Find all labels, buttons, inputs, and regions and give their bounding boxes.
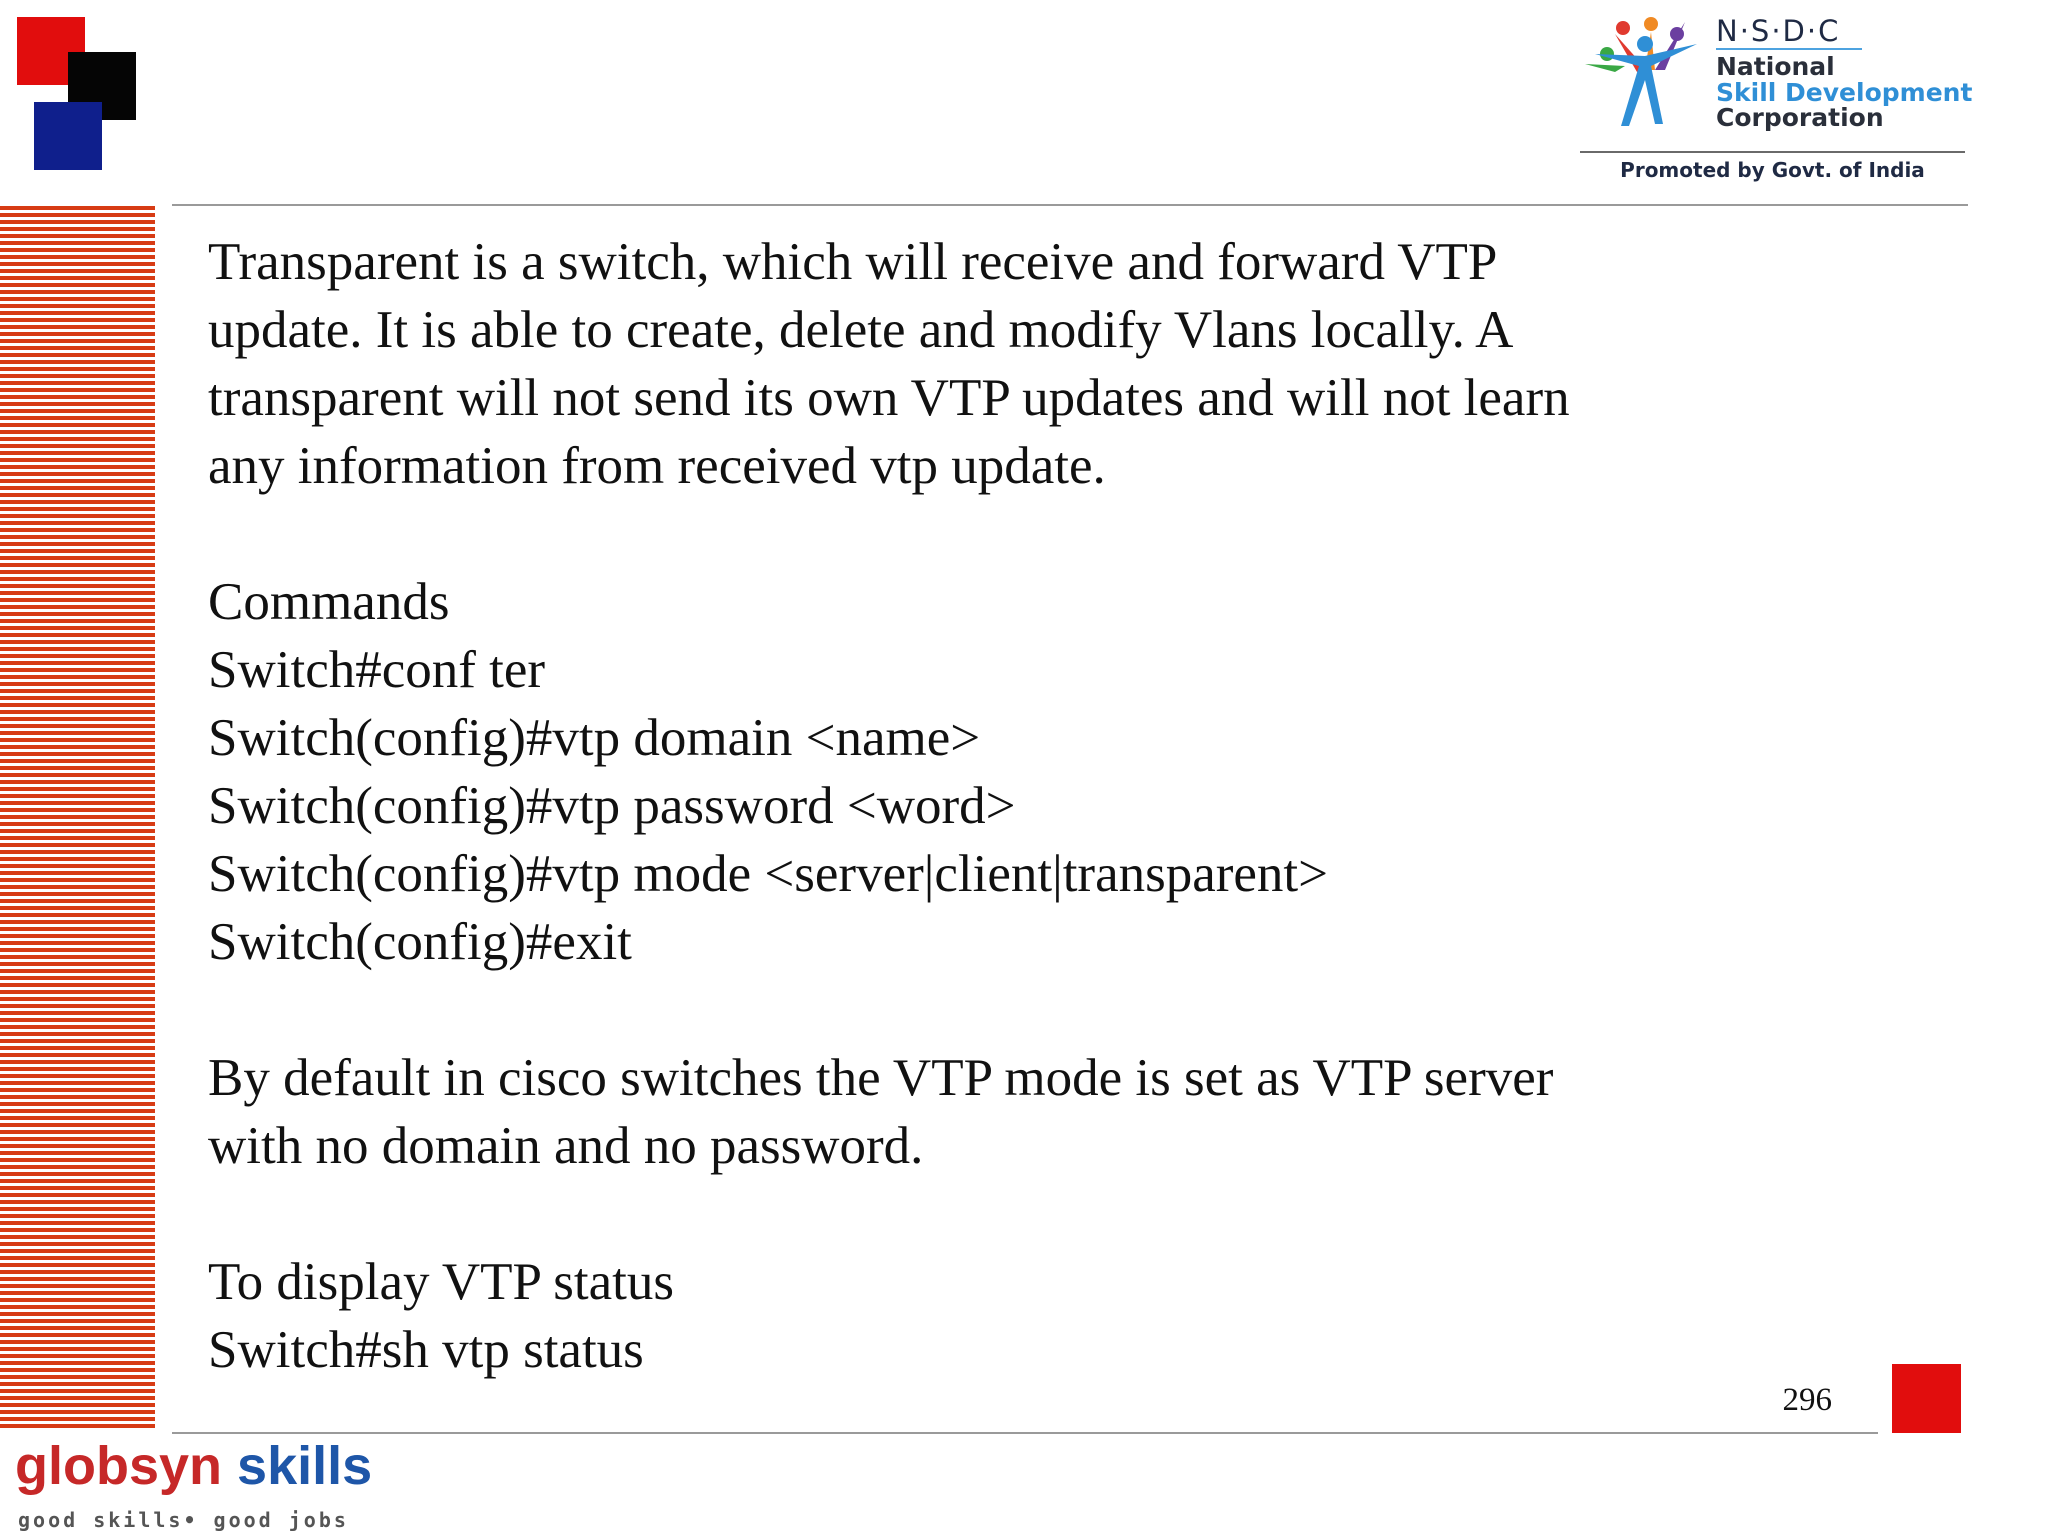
globsyn-tagline: good skills• good jobs	[18, 1508, 349, 1532]
logo-divider	[1580, 151, 1965, 153]
nsdc-name-line2: Skill Development	[1716, 78, 1973, 107]
slide-body	[208, 228, 1768, 1384]
nsdc-name-line1: National	[1716, 52, 1835, 81]
transparent-mode-paragraph	[208, 228, 1768, 500]
default-mode-paragraph	[208, 1044, 1768, 1180]
command-line: Switch(config)#vtp mode <server|client|transparent>	[208, 845, 1329, 903]
left-stripe-bar	[0, 206, 155, 1428]
command-line: Switch(config)#vtp password <word>	[208, 777, 1016, 835]
header-divider	[172, 204, 1968, 206]
paragraph-line: update. It is able to create, delete and modify Vlans locally. A	[208, 301, 1514, 359]
page-corner-square	[1892, 1364, 1961, 1433]
command-line: Switch(config)#vtp domain <name>	[208, 709, 981, 767]
nsdc-promoted-text: Promoted by Govt. of India	[1620, 158, 1925, 182]
status-heading: To display VTP status	[208, 1253, 674, 1311]
paragraph-line: By default in cisco switches the VTP mode is set as VTP server	[208, 1049, 1554, 1107]
nsdc-acronym-underline	[1716, 48, 1862, 50]
page-number: 296	[1782, 1382, 1832, 1418]
globsyn-logo-word1: globsyn	[15, 1436, 223, 1496]
globsyn-logo-word2: skills	[237, 1436, 373, 1496]
globsyn-logo	[15, 1434, 372, 1498]
status-command: Switch#sh vtp status	[208, 1321, 644, 1379]
command-line: Switch#conf ter	[208, 641, 546, 699]
paragraph-line: any information from received vtp update.	[208, 437, 1106, 495]
command-line: Switch(config)#exit	[208, 913, 632, 971]
commands-block	[208, 568, 1768, 976]
paragraph-line: with no domain and no password.	[208, 1117, 924, 1175]
nsdc-name-line3: Corporation	[1716, 103, 1884, 132]
nsdc-acronym: N·S·D·C	[1716, 14, 1841, 48]
corner-square-blue	[34, 102, 102, 170]
nsdc-figures-icon	[1585, 14, 1715, 132]
paragraph-line: transparent will not send its own VTP updates and will not learn	[208, 369, 1570, 427]
paragraph-line: Transparent is a switch, which will receive and forward VTP	[208, 233, 1498, 291]
footer-divider	[172, 1432, 1878, 1434]
status-block	[208, 1248, 1768, 1384]
commands-heading: Commands	[208, 573, 450, 631]
